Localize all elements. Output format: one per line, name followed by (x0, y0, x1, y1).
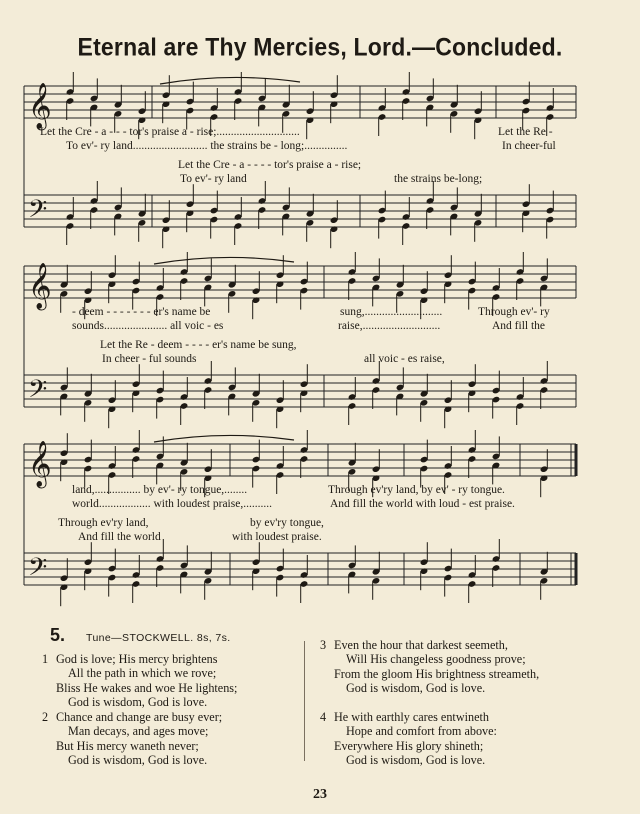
lyric-segment: And fill the world (78, 531, 161, 543)
svg-text:𝄢: 𝄢 (28, 553, 48, 588)
lyric-segment: sounds...................... all voic - es (72, 320, 224, 332)
lyric-segment: To ev'- ry land.......................... the strains be - long;............... (66, 140, 348, 152)
lyric-segment: raise,........................... (338, 320, 441, 332)
stanza-line: Everywhere His glory shineth; (334, 738, 484, 753)
stanza-number: 1 (42, 652, 49, 666)
lyric-segment: all voic - es raise, (364, 353, 445, 365)
stanza-line: God is love; His mercy brightens (56, 652, 218, 666)
stanza-line: Man decays, and ages move; (68, 724, 209, 739)
lyric-segment: Let the Cre - a - - - tor's praise a - rise;............................. (40, 126, 300, 138)
lyric-segment: Through ev'ry land, by ev' - ry tongue. (328, 484, 505, 496)
stanza-line: God is wisdom, God is love. (68, 753, 208, 768)
hymn-heading (50, 625, 231, 646)
page-number: 23 (313, 787, 327, 802)
stanza-line: Hope and comfort from above: (346, 724, 497, 739)
stanza-4 (320, 710, 497, 768)
stanza-line: He with earthly cares entwineth (334, 710, 489, 724)
lyric-segment: And fill the (492, 320, 546, 332)
svg-text:𝄞: 𝄞 (28, 263, 52, 309)
stanza-line: Bliss He wakes and woe He lightens; (56, 680, 238, 695)
stanza-line: From the gloom His brightness streameth, (334, 666, 540, 681)
lyric-segment: land,................ by ev'- ry tongue,........ (72, 484, 248, 496)
lyric-segment: Through ev'ry land, (58, 517, 149, 529)
tune-name: Tune—STOCKWELL. 8s, 7s. (86, 632, 231, 644)
svg-text:𝄢: 𝄢 (28, 195, 48, 230)
svg-text:𝄢: 𝄢 (28, 375, 48, 410)
lyric-segment: the strains be-long; (394, 173, 483, 185)
stanza-line: But His mercy waneth never; (56, 738, 199, 753)
lyric-segment: world.................. with loudest praise,.......... (72, 498, 272, 510)
stanza-line: Will His changeless goodness prove; (346, 652, 526, 667)
stanza-2 (42, 710, 223, 768)
stanza-line: God is wisdom, God is love. (346, 753, 486, 768)
svg-text:𝄞: 𝄞 (28, 83, 52, 129)
lyric-segment: - deem - - - - - - - er's name be (72, 306, 211, 318)
column-divider (304, 641, 305, 761)
lyric-segment: Let the Cre - a - - - - tor's praise a - rise; (178, 159, 362, 171)
lyric-segment: by ev'ry tongue, (250, 517, 324, 529)
stanza-line: God is wisdom, God is love. (68, 695, 208, 710)
page-title: Eternal are Thy Mercies, Lord.—Concluded. (77, 32, 563, 61)
stanza-number: 4 (320, 710, 327, 724)
stanza-number: 2 (42, 710, 49, 724)
stanza-line: God is wisdom, God is love. (346, 681, 486, 696)
lyric-segment: And fill the world with loud - est praise. (330, 498, 515, 510)
stanza-line: Chance and change are busy ever; (56, 710, 223, 724)
lyric-segment: To ev'- ry land (180, 173, 247, 185)
stanza-3 (320, 638, 540, 696)
lyric-segment: with loudest praise. (232, 531, 322, 543)
lyric-segment: Let the Re - (498, 126, 553, 138)
lyric-segment: Through ev'- ry (478, 306, 550, 318)
stanza-line: Even the hour that darkest seemeth, (334, 638, 508, 652)
lyric-segment: In cheer-ful (502, 140, 556, 152)
stanza-line: All the path in which we rove; (68, 666, 217, 681)
stanza-number: 3 (320, 638, 327, 652)
lyric-segment: Let the Re - deem - - - - er's name be sung, (100, 339, 297, 351)
lyric-segment: sung,........................... (340, 306, 443, 318)
hymn-number: 5. (50, 625, 66, 645)
lyric-segment: In cheer - ful sounds (102, 353, 197, 365)
svg-text:𝄞: 𝄞 (28, 441, 52, 487)
stanza-1 (42, 652, 238, 710)
